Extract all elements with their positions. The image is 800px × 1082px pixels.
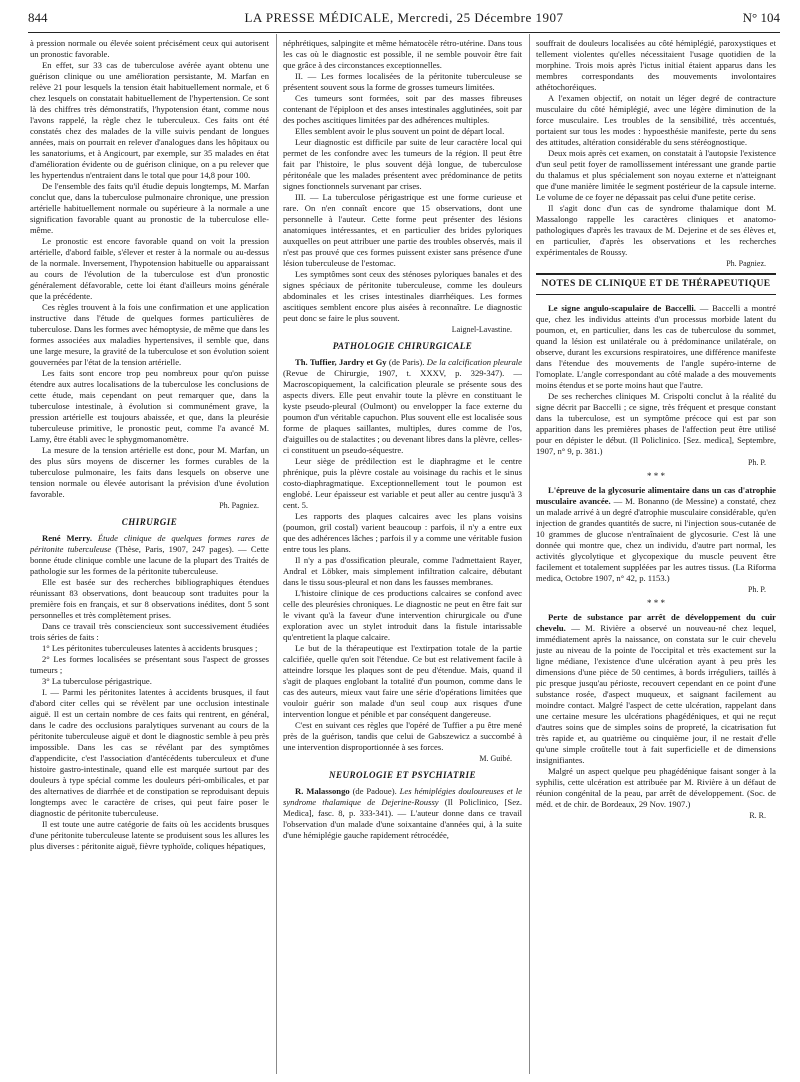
paragraph: Elles semblent avoir le plus souvent un point de départ local. <box>295 126 505 136</box>
signature: Ph. Pagniez. <box>726 259 766 268</box>
article-title: De la calcification pleurale <box>426 357 522 367</box>
section-heading: NEUROLOGIE ET PSYCHIATRIE <box>328 770 477 780</box>
column-2 <box>283 38 522 841</box>
note-title: Le signe angulo-scapulaire de Baccelli. <box>548 303 696 313</box>
paragraph: Il est toute une autre catégorie de faits où les accidents brusques d'une péritonite tuberculeuse latente se produisent sous les allures les plus diverses : péritonite aiguë, fièvre typhoïde, coliques hépatiques, <box>30 819 269 851</box>
header-rule <box>28 32 780 33</box>
paragraph: L'histoire clinique de ces productions calcaires se confond avec celle des pleurésies chroniques. Le diagnostic ne peut en être fait sur le vivant qu'à la faveur d'une intervention chirurgicale ou d'une exploration avec un stylet introduit dans la fistule intarissable qu'entretient la plaque calcaire. <box>283 588 522 642</box>
paragraph: Le but de la thérapeutique est l'extirpation totale de la partie calcifiée, quelle qu'en soit l'étendue. Ce but est relativement facile à atteindre lorsque les plaques sont de peu d'étendue. Mais, quand il s'agit de plaques englobant la totalité d'un poumon, comme dans le cas des auteurs, mieux vaut faire une série d'opérations limitées que vouloir guérir son malade d'un seul coup aux risques d'une intervention longue et pénible et par conséquent dangereuse. <box>283 643 522 719</box>
paragraph: Les rapports des plaques calcaires avec les plans voisins (poumon, gril costal) varient beaucoup : parfois, il n'y a entre eux que des adhérences lâches ; parfois il y a comme une véritable fusion entre tous les plans. <box>283 511 522 554</box>
paragraph: II. — Les formes localisées de la péritonite tuberculeuse se présentent souvent sous la forme de grosses tumeurs limitées. <box>283 71 522 92</box>
page-header <box>28 10 780 32</box>
paragraph: Il s'agit donc d'un cas de syndrome thalamique dont M. Massalongo rappelle les caractères cliniques et anatomo-pathologiques d'après les travaux de M. Dejerine et de ses élèves et, en particulier, d'après les observations et les recherches expérimentales de Roussy. <box>536 203 776 257</box>
author-origin: (de Paris). <box>388 357 425 367</box>
section-heading: CHIRURGIE <box>121 517 178 527</box>
separator-stars: * * * <box>647 471 665 481</box>
paragraph: Deux mois après cet examen, on constatait à l'autopsie l'existence d'un seul petit foyer de ramollissement intéressant une grande partie du thalamus et plus spécialement son noyau externe et n'atteignant que d'une manière limitée le segment postérieur de la capsule interne. Le volume de ce foyer ne dépassait pas celui d'une petite cerise. <box>536 148 776 202</box>
paragraph: Les symptômes sont ceux des sténoses pyloriques banales et des signes spéciaux de péritonite tuberculeuse, comme les douleurs abdominales et les crises intestinales diarrhéiques. Les formes ascitiques semblent encore plus aisées à reconnaître. Le diagnostic peut donc se faire le plus souvent. <box>283 269 522 323</box>
signature: R. R. <box>749 811 766 820</box>
paragraph: De l'ensemble des faits qu'il étudie depuis longtemps, M. Marfan conclut que, dans la tuberculose pulmonaire chronique, une pression artérielle habituellement normale ou supérieure à la normale a une signification favorable quant au pronostic de la tuberculose elle-même. <box>30 181 269 235</box>
paragraph: A l'examen objectif, on notait un léger degré de contracture musculaire du côté hémiplégié, avec une légère diminution de la force musculaire. Les troubles de la sensibilité, très accentués, portaient sur tous les modes : hypoesthésie manifeste, perte du sens des attitudes, altération considérable du sens stéréognostique. <box>536 93 776 147</box>
paragraph: De ses recherches cliniques M. Crispolti conclut à la réalité du signe décrit par Baccelli ; ce signe, très fréquent et presque constant dans la tuberculose, est un symptôme précoce qui est par son apparition dans les premières phases de l'affection peut être utilisé pour en dépister le début. (Il Policlinico. [Sez. medica], Septembre, 1907, n° 9, p. 381.) <box>536 391 776 456</box>
separator-stars: * * * <box>647 598 665 608</box>
page-number: 844 <box>28 10 48 25</box>
paragraph: Leur diagnostic est difficile par suite de leur caractère local qui permet de les confondre avec les tumeurs de la région. Il peut être fait par l'histoire, le plus souvent déjà longue, de tuberculose péritonéale que les malades présentent avec prédominance de petits signes fonctionnels survenant par crises. <box>283 137 522 191</box>
section-heading-boxed: NOTES DE CLINIQUE ET DE THÉRAPEUTIQUE <box>536 273 776 295</box>
article-title: Étude clinique de quelques formes rares de péritonite tuberculeuse <box>30 533 269 554</box>
paragraph: C'est en suivant ces règles que l'opéré de Tuffier a pu être mené près de la guérison, tandis que celui de Gabszewicz a succombé à une intervention disproportionnée à ses forces. <box>283 720 522 752</box>
section-heading: PATHOLOGIE CHIRURGICALE <box>332 341 473 351</box>
column-3 <box>536 38 776 821</box>
paragraph: Ces règles trouvent à la fois une confirmation et une application instructive dans l'étude de quelques formes particulières de tuberculose. Dans les formes avec hémoptysie, de même que dans les formes associées aux maladies hypertensives, il semble que, dans une large mesure, la gravité de la tuberculose et son évolution soient gouvernées par l'état de la tension artérielle. <box>30 302 269 367</box>
article-text: (Thèse, Paris, 1907, 247 pages). — Cette bonne étude clinique comble une lacune de la plupart des Traités de pathologie sur les formes de la péritonite tuberculeuse. <box>30 544 269 576</box>
paragraph: Malgré un aspect quelque peu phagédénique faisant songer à la syphilis, cette ulcération est attribuée par M. Rivière à un défaut de réunion congénital de la peau, par arrêt de développement. (Soc. de méd. et de chir. de Bordeaux, 29 Nov. 1907.) <box>536 766 776 809</box>
column-1 <box>30 38 269 852</box>
paragraph: Leur siège de prédilection est le diaphragme et le centre phrénique, puis la plèvre costale au voisinage du rachis et le sinus costo-diaphragmatique. Exceptionnellement tout le poumon est englobé. Leur épaisseur est variable et peut aller au centre jusqu'à 3 cent. 5. <box>283 456 522 510</box>
paragraph: La mesure de la tension artérielle est donc, pour M. Marfan, un des plus sûrs moyens de discerner les formes curables de la tuberculose pulmonaire, les faits dans lesquels on observe une tension normale ou élevée autorisant la prévision d'une évolution favorable. <box>30 445 269 499</box>
list-item: 3° La tuberculose périgastrique. <box>42 676 152 686</box>
column-separator <box>276 34 277 1074</box>
issue-number: N° 104 <box>742 10 780 25</box>
paragraph: III. — La tuberculose périgastrique est une forme curieuse et rare. On n'en connaît encore que 15 observations, dont une personnelle à l'auteur. Cette forme peut présenter des lésions anatomiques intéressantes, et en particulier des brides pyloriques auxquelles on peut attribuer une partie des troubles observés, mais il n'est pas prouvé que ces formes puissent exister sans présence d'une lésion tuberculeuse de l'estomac. <box>283 192 522 268</box>
note-text: — M. Rivière a observé un nouveau-né chez lequel, immédiatement après la naissance, on constata sur le cuir chevelu juste au niveau de la pointe de l'occipital et très exactement sur la ligne médiane, l'existence d'une ulcération ayant à peu près les dimensions d'une pièce de 50 centimes, à bords irréguliers, taillés à pic presque jusqu'au périoste, recouvert cependant en ce point d'une substance rosée, d'aspect muqueux, et saignant facilement au moindre contact. Malgré l'aspect de cette ulcération, rappelant dans une certaine mesure les ulcérations phagédéniques, et qui ne reçut d'autres soins que de simples soins de propreté, la cicatrisation fut très rapide et, au quatrième ou cinquième jour, il ne restait d'elle qu'une simple croûtelle tout à fait superficielle et de dimensions insignifiantes. <box>536 623 776 765</box>
paragraph: à pression normale ou élevée soient précisément ceux qui autorisent un pronostic favorable. <box>30 38 269 59</box>
signature: Ph. Pagniez. <box>219 501 259 510</box>
note-title: Perte de substance par arrêt de développement du cuir chevelu. <box>536 612 776 633</box>
paragraph: Ces tumeurs sont formées, soit par des masses fibreuses contenant de l'épiploon et des anses intestinales agglutinées, soit par des poches ascitiques limitées par des adhérences multiples. <box>283 93 522 125</box>
author: René Merry. <box>42 533 93 543</box>
signature: Ph. P. <box>747 585 766 594</box>
paragraph: I. — Parmi les péritonites latentes à accidents brusques, il faut d'abord citer celles qui se révèlent par une occlusion intestinale aiguë. Il est un certain nombre de ces faits qui rentrent, en général, dans le cadre des occlusions paralytiques survenant au cours de la péritonite tuberculeuse aiguë et dont le diagnostic semble à peu près impossible. Dans les cas se révélant par des symptômes d'appendicite, c'est l'association d'antécédents tuberculeux et d'une histoire gastro-intestinale, quand elle est marquée surtout par des douleurs à type spécial comme les douleurs péri-ombilicales, et par des alternatives de diarrhée et de constipation se reproduisant depuis longtemps avec le caractère de crises, qui peut faire poser le diagnostic de péritonite tuberculeuse. <box>30 687 269 818</box>
signature: Ph. P. <box>747 458 766 467</box>
note-text: — Baccelli a montré que, chez les individus atteints d'un processus morbide latent du poumon, et, en particulier, dans les cas de tuberculose du sommet, quand la lésion est unilatérale ou à prédominance unilatérale, on observe, durant les excursions respiratoires, une différence manifeste dans l'étendue des mouvements de l'angle supéro-interne de l'omoplate. L'angle correspondant au côté malade a des mouvements moins étendus et se porte moins haut que l'autre. <box>536 303 776 390</box>
article-text: (Revue de Chirurgie, 1907, t. XXXV, p. 329-347). — Macroscopiquement, la calcification pleurale se présente sous des aspects divers. Elle peut envahir toute la plèvre en constituant le kyste pseudo-pleural (Oulmont) ou envelopper la face externe du poumon d'un véritable capuchon. Plus souvent elle est localisée sous forme de plaques saillantes, multiples, dures comme de l'os, d'aiguilles ou de stalactites ; ou devenant libres dans la plèvre, celles-ci constituent un pseudo-séquestre. <box>283 368 522 455</box>
note-title: L'épreuve de la glycosurie alimentaire dans un cas d'atrophie musculaire avancée. <box>536 485 776 506</box>
column-separator <box>529 34 530 1074</box>
author: Th. Tuffier, Jardry et Gy <box>295 357 387 367</box>
paragraph: néphrétiques, salpingite et même hématocèle rétro-utérine. Dans tous les cas où le diagnostic est possible, il ne semble pouvoir être fait que grâce à des circonstances exceptionnelles. <box>283 38 522 70</box>
list-item: 1° Les péritonites tuberculeuses latentes à accidents brusques ; <box>42 643 258 653</box>
journal-title: LA PRESSE MÉDICALE, Mercredi, 25 Décembre 1907 <box>244 10 564 25</box>
article-text: (Il Policlinico, [Sez. Medica], fasc. 8, p. 333-341). — L'auteur donne dans ce travail l'observation d'un malade d'une soixantaine d'années qui, à la suite d'une hémiplégie gauche rapidement rétrocédée, <box>283 797 522 840</box>
paragraph: Les faits sont encore trop peu nombreux pour qu'on puisse étendre aux autres localisations de la tuberculose les conclusions de cette étude, mais cependant on peut remarquer que, dans la tuberculose intestinale, à évolution si communément grave, la pression artérielle est toujours abaissée, et que, dans la pleurésie tuberculeuse primitive, le pronostic peut, comme l'a avancé M. Lamy, être établi avec le sphygmomanomètre. <box>30 368 269 444</box>
paragraph: Elle est basée sur des recherches bibliographiques étendues réunissant 83 observations, dont beaucoup sont traduites pour la première fois en français, et sur 8 observations inédites, dont 5 sont personnelles et très complètement prises. <box>30 577 269 620</box>
list-item: 2° Les formes localisées se présentant sous l'aspect de grosses tumeurs ; <box>30 654 269 675</box>
author: R. Malassongo <box>295 786 350 796</box>
paragraph: souffrait de douleurs localisées au côté hémiplégié, paroxystiques et tellement violentes qu'elles nécessitaient l'usage quotidien de la morphine. Trois mois après l'ictus initial étaient apparus dans les membres correspondants des mouvements involontaires athétochoréiques. <box>536 38 776 92</box>
paragraph: Il n'y a pas d'ossification pleurale, comme l'admettaient Rayer, Andral et Löbker, mais simplement infiltration calcaire, débutant dans le tissu sous-pleural et non dans les fausses membranes. <box>283 555 522 587</box>
signature: M. Guibé. <box>479 754 512 763</box>
article-title: Les hémiplégies douloureuses et le syndrome thalamique de Dejerine-Roussy <box>283 786 522 807</box>
author-origin: (de Padoue). <box>352 786 397 796</box>
signature: Laignel-Lavastine. <box>451 325 512 334</box>
note-text: — M. Bonanno (de Messine) a constaté, chez un malade arrivé à un degré d'atrophie musculaire considérable, qu'en injection de grandes quantités de sucre, ni l'injection sous-cutanée de 10 grammes de glucose n'entraînaient de glycosurie. C'est là une donnée qui montre que, chez un individu, d'autre part normal, les activités glycolytique et glycopexique du muscle peuvent être facilement et totalement suppléées par les autres tissus. (La Riforma medica, Octobre 1907, n° 42, p. 1153.) <box>536 496 776 583</box>
paragraph: Dans ce travail très consciencieux sont successivement étudiées trois séries de faits : <box>30 621 269 642</box>
paragraph: En effet, sur 33 cas de tuberculose avérée ayant obtenu une guérison clinique ou une amélioration persistante, M. Marfan en relève 21 pour lesquels la tension était habituellement normale, et 6 chez lesquels on constatait habituellement de l'hypertension. Ce sont là des chiffres très démonstratifs, l'hypotension étant, comme nous l'avons rappelé, la règle chez le tuberculeux. Ces faits ont été constatés chez des malades de la ville suivis pendant de longues années, mais on pourrait en relever d'analogues dans les hôpitaux ou les sanatoriums, et à Angicourt, par exemple, sur 35 malades en état d'amélioration évidente ou de guérison clinique, on a pu relever que les hypertendus n'entraient dans le total que pour 14,8 pour 100. <box>30 60 269 180</box>
paragraph: Le pronostic est encore favorable quand on voit la pression artérielle, d'abord faible, s'élever et rester à la normale ou au-dessus de la normale. Inversement, l'hypotension habituelle ou apparaissant au cours de l'évolution de la tuberculose est d'un pronostic généralement défavorable, cette loi étant d'ailleurs moins générale que la précédente. <box>30 236 269 301</box>
